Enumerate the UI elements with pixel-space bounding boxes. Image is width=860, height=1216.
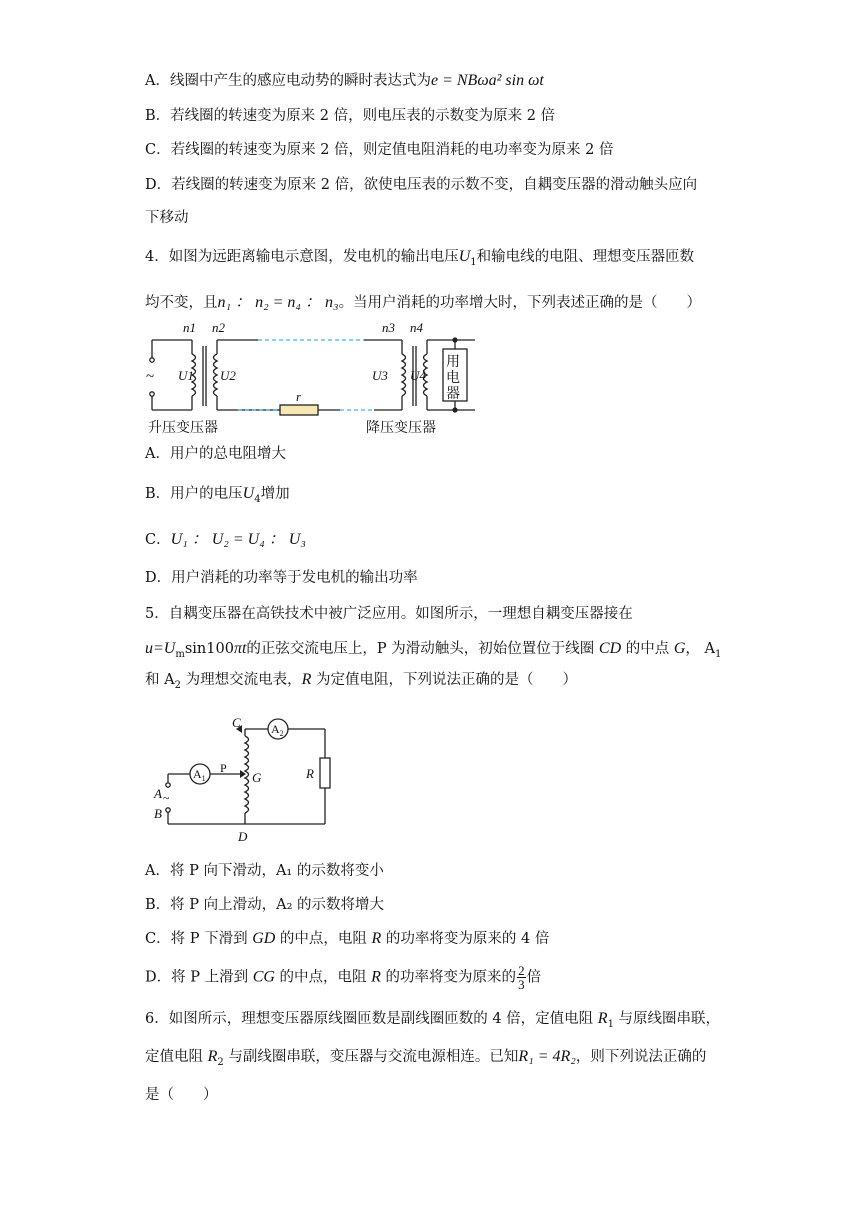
q4-option-c-formula: U₁ ： U₂ = U₄ ： U₃ bbox=[170, 531, 306, 548]
q3-option-d-line1: D．若线圈的转速变为原来 2 倍，欲使电压表的示数不变，自耦变压器的滑动触头应向 bbox=[145, 177, 698, 193]
q4-option-c: C．U₁ ： U₂ = U₄ ： U₃ bbox=[145, 531, 306, 548]
q5-stem-line1: 5．自耦变压器在高铁技术中被广泛应用。如图所示，一理想自耦变压器接在 bbox=[145, 606, 633, 622]
ammeter-a1: $A_1$ bbox=[193, 767, 206, 783]
label-g: G bbox=[252, 770, 262, 785]
label-u2: U2 bbox=[220, 368, 236, 383]
q5-option-a: A．将 P 向下滑动，A₁ 的示数将变小 bbox=[145, 863, 384, 879]
q5-stem-line3: 和 $A_2$ 为理想交流电表，R 为定值电阻，下列说法正确的是（ ） bbox=[145, 671, 577, 691]
q4-transmission-diagram bbox=[140, 318, 485, 438]
q6-stem-line3: 是（ ） bbox=[145, 1087, 218, 1103]
load-char-3: 器 bbox=[446, 386, 460, 402]
q6-formula: R₁ = 4R₂ bbox=[518, 1048, 576, 1065]
label-b: B bbox=[154, 806, 162, 821]
step-down-label: 降压变压器 bbox=[366, 420, 436, 436]
label-u3: U3 bbox=[372, 368, 388, 383]
q6-stem-line1: 6．如图所示，理想变压器原线圈匝数是副线圈匝数的 4 倍，定值电阻 $R_1$ 与原线圈串联， bbox=[145, 1010, 721, 1030]
label-p: P bbox=[220, 761, 227, 775]
q4-stem-line2: 均不变，且n₁ ： n₂ = n₄ ： n₃。当用户消耗的功率增大时，下列表述正确的是（ ） bbox=[145, 294, 702, 311]
load-char-2: 电 bbox=[446, 370, 460, 386]
ammeter-a2: $A_2$ bbox=[271, 722, 284, 738]
q3-option-c: C．若线圈的转速变为原来 2 倍，则定值电阻消耗的电功率变为原来 2 倍 bbox=[145, 142, 614, 158]
q4-option-a: A．用户的总电阻增大 bbox=[145, 446, 286, 462]
label-u4: U4 bbox=[410, 368, 426, 383]
label-d: D bbox=[238, 829, 248, 844]
q4-option-b: B．用户的电压$U_4$增加 bbox=[145, 485, 290, 505]
load-char-1: 用 bbox=[446, 354, 460, 370]
fraction-two-thirds: $\frac{2}{3}$ bbox=[518, 963, 525, 992]
q3-option-b: B．若线圈的转速变为原来 2 倍，则电压表的示数变为原来 2 倍 bbox=[145, 108, 556, 124]
ac-source-symbol: ~ bbox=[163, 791, 170, 805]
q5-option-b: B．将 P 向上滑动，A₂ 的示数将增大 bbox=[145, 897, 385, 913]
ac-source-symbol: ~ bbox=[146, 369, 155, 385]
label-r: R bbox=[306, 766, 314, 781]
q3-option-a: A．线圈中产生的感应电动势的瞬时表达式为e = NBωa² sin ωt bbox=[145, 72, 544, 89]
label-r: r bbox=[296, 389, 302, 404]
q5-autotransformer-diagram bbox=[140, 712, 340, 847]
label-n1: n1 bbox=[183, 320, 196, 335]
q5-stem-line2: $u=U_m\sin 100\pi t$的正弦交流电压上，P 为滑动触头，初始位置位于线圈 CD 的中点 G， $A_1$ bbox=[145, 640, 722, 660]
q3-option-a-formula: e = NBωa² sin ωt bbox=[430, 72, 544, 89]
label-c: C bbox=[232, 715, 241, 730]
label-n3: n3 bbox=[382, 320, 395, 335]
q6-stem-line2: 定值电阻 $R_2$ 与副线圈串联，变压器与交流电源相连。已知R₁ = 4R₂，则下列说法正确的 bbox=[145, 1048, 707, 1068]
q4-ratio-formula: n₁ ： n₂ = n₄ ： n₃ bbox=[217, 294, 339, 311]
step-up-label: 升压变压器 bbox=[148, 420, 218, 436]
label-u1: U1 bbox=[178, 368, 194, 383]
q3-option-d-line2: 下移动 bbox=[145, 210, 189, 226]
label-a: A bbox=[154, 786, 162, 801]
q4-option-d: D．用户消耗的功率等于发电机的输出功率 bbox=[145, 570, 418, 586]
q5-option-c: C．将 P 下滑到 GD 的中点，电阻 R 的功率将变为原来的 4 倍 bbox=[145, 930, 550, 947]
q4-stem-line1: 4．如图为远距离输电示意图，发电机的输出电压$U_1$和输电线的电阻、理想变压器匝数 bbox=[145, 248, 695, 268]
label-n2: n2 bbox=[212, 320, 225, 335]
q5-option-d: D．将 P 上滑到 CG 的中点，电阻 R 的功率将变为原来的 $\frac{2}{3}$ 倍 bbox=[145, 963, 542, 992]
label-n4: n4 bbox=[410, 320, 423, 335]
